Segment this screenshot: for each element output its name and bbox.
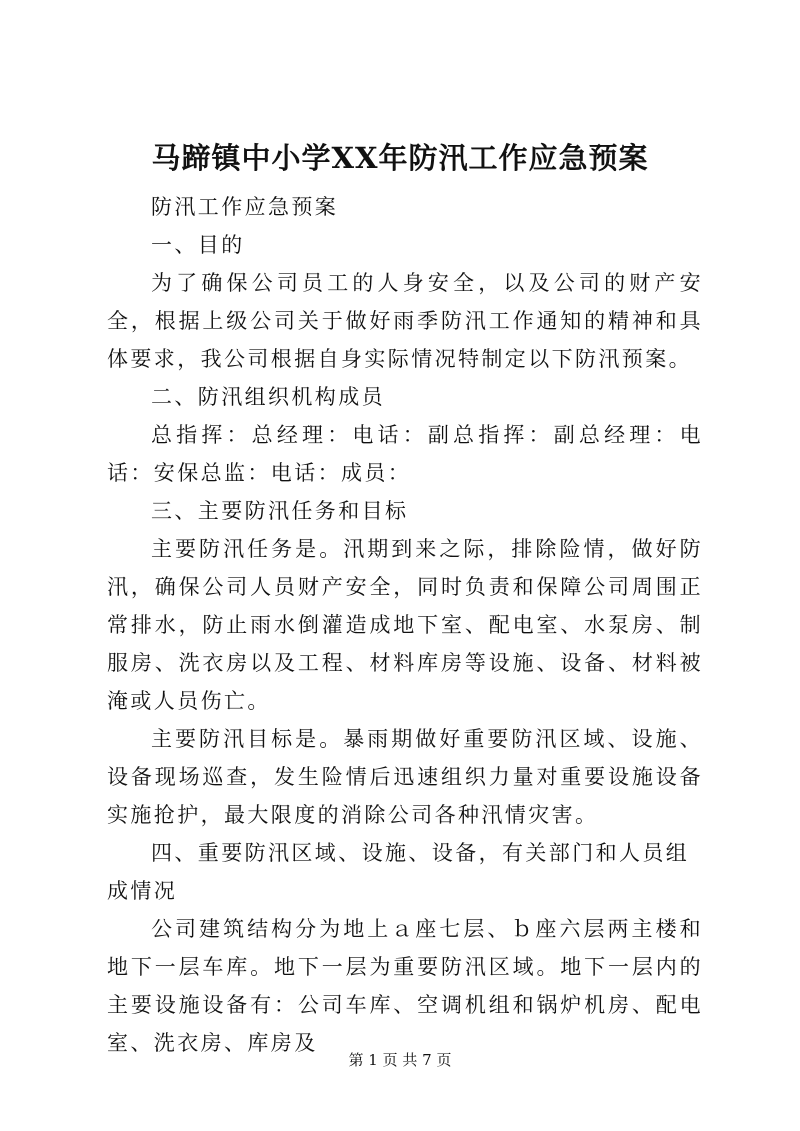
paragraph: 公司建筑结构分为地上ａ座七层、ｂ座六层两主楼和地下一层车库。地下一层为重要防汛区域。地下一层内的主要设施设备有：公司车库、空调机组和锅炉机房、配电室、洗衣房、库房及	[107, 917, 703, 1055]
section-heading: 四、重要防汛区域、设施、设备，有关部门和人员组成情况	[107, 841, 690, 903]
document-title: 马蹄镇中小学XX年防汛工作应急预案	[151, 141, 649, 175]
section-heading: 一、目的	[151, 233, 245, 257]
paragraph: 总指挥：总经理：电话：副总指挥：副总经理：电话：安保总监：电话：成员：	[107, 423, 703, 485]
page-number-footer: 第 1 页 共 7 页	[348, 1051, 452, 1069]
paragraph: 主要防汛目标是。暴雨期做好重要防汛区域、设施、设备现场巡查，发生险情后迅速组织力量对重要设施设备实施抢护，最大限度的消除公司各种汛情灾害。	[107, 727, 703, 827]
section-heading: 二、防汛组织机构成员	[151, 385, 385, 409]
document-body	[107, 188, 703, 1062]
section-heading: 三、主要防汛任务和目标	[151, 499, 409, 523]
paragraph: 为了确保公司员工的人身安全，以及公司的财产安全，根据上级公司关于做好雨季防汛工作通知的精神和具体要求，我公司根据自身实际情况特制定以下防汛预案。	[107, 271, 703, 371]
paragraph: 主要防汛任务是。汛期到来之际，排除险情，做好防汛，确保公司人员财产安全，同时负责和保障公司周围正常排水，防止雨水倒灌造成地下室、配电室、水泵房、制服房、洗衣房以及工程、材料库房等设施、设备、材料被淹或人员伤亡。	[107, 537, 703, 713]
document-subtitle: 防汛工作应急预案	[151, 195, 339, 219]
